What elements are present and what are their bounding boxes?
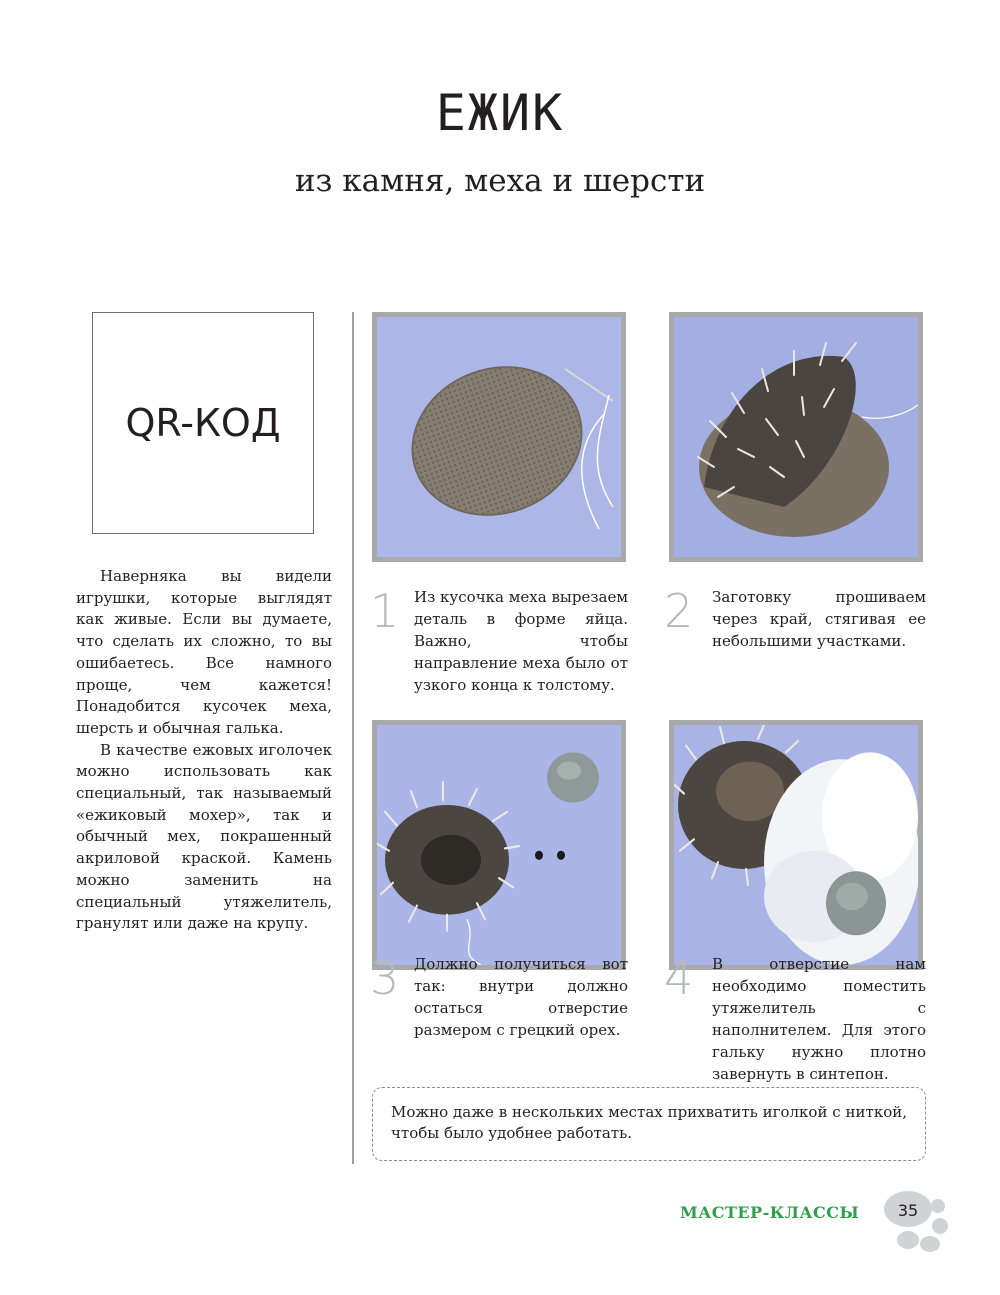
step-number: 4	[664, 951, 694, 1005]
intro-text	[76, 566, 332, 935]
section-label: МАСТЕР-КЛАССЫ	[680, 1203, 860, 1222]
step-number: 3	[370, 951, 400, 1005]
qr-code-placeholder	[92, 312, 314, 534]
page-subtitle: из камня, меха и шерсти	[294, 163, 706, 199]
step-text: Заготовку прошиваем через край, стягивая ее небольшими участками.	[712, 588, 926, 650]
step-number: 2	[664, 584, 694, 638]
step-1-photo	[372, 312, 626, 562]
intro-paragraph: В качестве ежовых иголочек можно использовать как специальный, так называемый «ежиковый мохер», так и обычный мех, покрашенный акриловой краской. Камень можно заменить на специальный утяжелитель, гранулят или даже на крупу.	[76, 740, 332, 933]
intro-paragraph: Наверняка вы видели игрушки, которые выглядят как живые. Если вы думаете, что сделать их сложно, то вы ошибаетесь. Все намного проще, чем кажется! Понадобится кусочек меха, шерсть и обычная галька.	[76, 567, 332, 737]
step-3-photo	[372, 720, 626, 970]
tip-box	[372, 1087, 926, 1161]
page-number: 35	[897, 1201, 919, 1220]
step-text: В отверстие нам необходимо поместить утяжелитель с наполнителем. Для этого гальку нужно плотно завернуть в синтепон.	[712, 955, 926, 1083]
step-number: 1	[370, 584, 400, 638]
step-2-photo	[669, 312, 923, 562]
tip-text: Можно даже в нескольких местах прихватить иголкой с ниткой, чтобы было удобнее работать.	[391, 1103, 907, 1142]
step-text: Должно получиться вот так: внутри должно остаться отверстие размером с грецкий орех.	[414, 955, 628, 1039]
page-title: ЕЖИК	[435, 84, 565, 142]
step-text: Из кусочка меха вырезаем деталь в форме яйца. Важно, чтобы направление меха было от узкого конца к толстому.	[414, 588, 628, 694]
qr-code-label: QR-КОД	[125, 401, 281, 445]
step-4-photo	[669, 720, 923, 970]
column-divider	[352, 312, 354, 1164]
